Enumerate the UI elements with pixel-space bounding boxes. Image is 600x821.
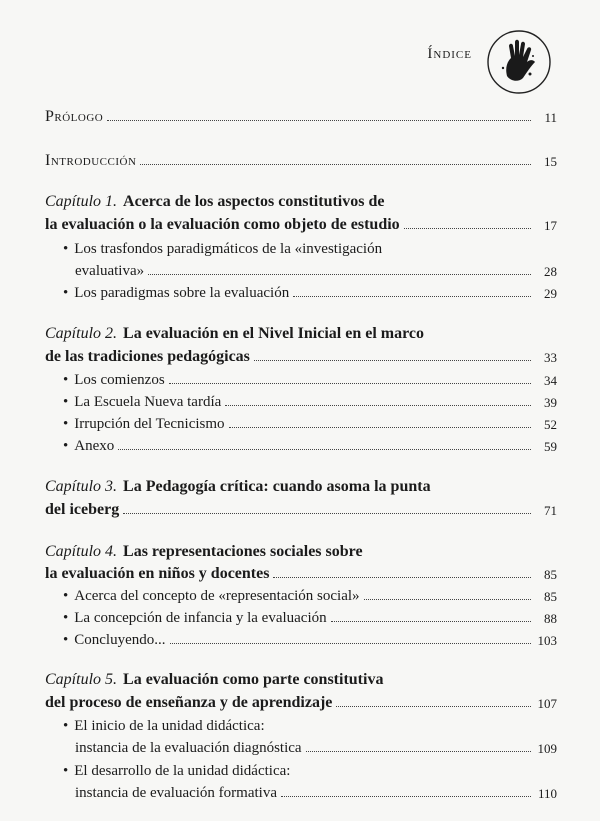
handprint-icon [485, 28, 553, 96]
bullet-icon: • [63, 285, 69, 301]
bullet-icon: • [63, 438, 69, 454]
chapter-title: la evaluación en niños y docentes [45, 565, 270, 582]
chapter-label: Capítulo 5. [45, 671, 118, 688]
bullet-icon: • [63, 394, 69, 410]
section-title: Los trasfondos paradigmáticos de la «investigación [74, 241, 383, 257]
bullet-icon: • [63, 632, 69, 648]
leader-dots [225, 405, 531, 406]
section-title: La concepción de infancia y la evaluación [74, 610, 327, 626]
toc-chapter-1-line1[interactable] [45, 187, 557, 211]
bullet-icon: • [63, 416, 69, 432]
entry-title: Introducción [45, 152, 137, 169]
toc-chapter-1-line2[interactable] [45, 210, 557, 234]
page-number: 17 [544, 218, 557, 233]
page-number: 59 [544, 439, 557, 454]
toc-section[interactable] [63, 625, 557, 649]
toc-entry-prologo[interactable] [45, 102, 557, 126]
toc-section[interactable] [63, 431, 557, 455]
chapter-title: La evaluación como parte constitutiva [123, 671, 384, 688]
section-title: El desarrollo de la unidad didáctica: [74, 763, 291, 779]
toc-chapter-2-line2[interactable] [45, 342, 557, 366]
toc-section[interactable] [63, 278, 557, 302]
page-number: 107 [537, 696, 557, 711]
section-title: evaluativa» [75, 263, 145, 279]
leader-dots [170, 643, 531, 644]
chapter-title: de las tradiciones pedagógicas [45, 348, 250, 365]
toc-section[interactable] [63, 234, 557, 258]
toc-chapter-3-line1[interactable] [45, 472, 557, 496]
toc-section[interactable] [75, 778, 557, 802]
leader-dots [169, 383, 531, 384]
page-number: 39 [544, 395, 557, 410]
section-title: Irrupción del Tecnicismo [74, 416, 225, 432]
chapter-label: Capítulo 1. [45, 193, 118, 210]
leader-dots [273, 577, 531, 578]
leader-dots [123, 513, 531, 514]
chapter-label: Capítulo 4. [45, 543, 118, 560]
bullet-icon: • [63, 718, 69, 734]
chapter-title: del iceberg [45, 501, 120, 518]
page-header [0, 28, 600, 108]
toc-entry-introduccion[interactable] [45, 146, 557, 170]
section-title: Acerca del concepto de «representación social» [74, 588, 360, 604]
toc-chapter-5-line2[interactable] [45, 688, 557, 712]
toc-section[interactable] [75, 733, 557, 757]
page-number: 33 [544, 350, 557, 365]
section-title: instancia de la evaluación diagnóstica [75, 740, 302, 756]
page-number: 103 [537, 633, 557, 648]
toc-chapter-4-line2[interactable] [45, 559, 557, 583]
bullet-icon: • [63, 610, 69, 626]
toc-section[interactable] [63, 603, 557, 627]
toc-chapter-4-line1[interactable] [45, 537, 557, 561]
section-title: La Escuela Nueva tardía [74, 394, 222, 410]
chapter-title: La evaluación en el Nivel Inicial en el marco [123, 325, 425, 342]
leader-dots [306, 751, 531, 752]
section-title: Anexo [74, 438, 115, 454]
chapter-label: Capítulo 2. [45, 325, 118, 342]
chapter-label: Capítulo 3. [45, 478, 118, 495]
section-title: Los paradigmas sobre la evaluación [74, 285, 290, 301]
toc-section[interactable] [63, 409, 557, 433]
leader-dots [148, 274, 531, 275]
leader-dots [404, 228, 531, 229]
toc-chapter-5-line1[interactable] [45, 665, 557, 689]
section-title: El inicio de la unidad didáctica: [74, 718, 265, 734]
leader-dots [331, 621, 531, 622]
leader-dots [336, 706, 531, 707]
entry-title: Prólogo [45, 108, 104, 125]
chapter-title: la evaluación o la evaluación como objeto de estudio [45, 216, 400, 233]
section-title: Concluyendo... [74, 632, 166, 648]
page-number: 110 [537, 786, 557, 801]
page-number: 15 [544, 154, 557, 169]
page-number: 71 [544, 503, 557, 518]
bullet-icon: • [63, 763, 69, 779]
toc-section[interactable] [63, 387, 557, 411]
toc-section[interactable] [63, 581, 557, 605]
bullet-icon: • [63, 372, 69, 388]
leader-dots [140, 164, 531, 165]
page-number: 52 [544, 417, 557, 432]
chapter-title: La Pedagogía crítica: cuando asoma la punta [123, 478, 431, 495]
leader-dots [107, 120, 531, 121]
leader-dots [364, 599, 531, 600]
page-number: 85 [544, 589, 557, 604]
index-title: Índice [427, 46, 472, 62]
toc-section[interactable] [63, 711, 557, 735]
page-number: 28 [544, 264, 557, 279]
leader-dots [229, 427, 531, 428]
page-number: 11 [544, 110, 557, 125]
leader-dots [118, 449, 531, 450]
page-number: 88 [544, 611, 557, 626]
toc-chapter-2-line1[interactable] [45, 319, 557, 343]
leader-dots [281, 796, 531, 797]
leader-dots [293, 296, 531, 297]
leader-dots [254, 360, 531, 361]
toc-section[interactable] [63, 365, 557, 389]
chapter-title: Las representaciones sociales sobre [123, 543, 363, 560]
chapter-title: Acerca de los aspectos constitutivos de [123, 193, 385, 210]
section-title: instancia de evaluación formativa [75, 785, 277, 801]
page-number: 109 [537, 741, 557, 756]
bullet-icon: • [63, 588, 69, 604]
page-number: 29 [544, 286, 557, 301]
page-number: 85 [544, 567, 557, 582]
toc-section[interactable] [63, 756, 557, 780]
toc-chapter-3-line2[interactable] [45, 495, 557, 519]
toc-section[interactable] [75, 256, 557, 280]
section-title: Los comienzos [74, 372, 165, 388]
page-number: 34 [544, 373, 557, 388]
chapter-title: del proceso de enseñanza y de aprendizaje [45, 694, 333, 711]
bullet-icon: • [63, 241, 69, 257]
